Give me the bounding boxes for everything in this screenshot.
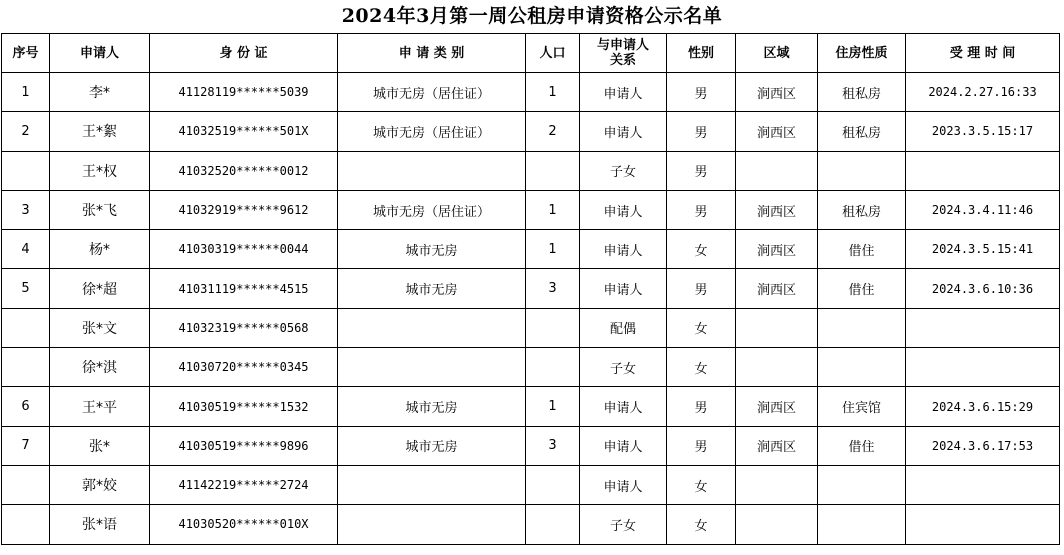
cell-accept-time: 2024.3.4.11:46 [906, 190, 1060, 229]
cell-housing: 租私房 [818, 73, 906, 112]
header-relation [580, 34, 667, 73]
table-row [2, 230, 1060, 269]
cell-index: 2 [2, 112, 50, 151]
cell-index: 5 [2, 269, 50, 308]
cell-accept-time: 2024.3.6.15:29 [906, 387, 1060, 426]
header-apply-type: 申 请 类 别 [338, 34, 526, 73]
cell-apply-type [338, 348, 526, 387]
cell-household [526, 465, 580, 504]
cell-id-number: 41030519******9896 [150, 426, 338, 465]
header-gender: 性别 [667, 34, 736, 73]
cell-household: 1 [526, 190, 580, 229]
cell-housing: 借住 [818, 269, 906, 308]
cell-gender: 女 [667, 308, 736, 347]
cell-district: 涧西区 [736, 387, 818, 426]
header-index: 序号 [2, 34, 50, 73]
cell-gender: 男 [667, 426, 736, 465]
cell-housing [818, 348, 906, 387]
cell-gender: 男 [667, 73, 736, 112]
cell-household: 1 [526, 73, 580, 112]
cell-index [2, 308, 50, 347]
cell-id-number: 41032919******9612 [150, 190, 338, 229]
cell-apply-type [338, 151, 526, 190]
cell-apply-type: 城市无房 [338, 387, 526, 426]
header-accept-time: 受 理 时 间 [906, 34, 1060, 73]
cell-apply-type: 城市无房 [338, 230, 526, 269]
header-household [526, 34, 580, 73]
applicant-table [1, 33, 1060, 545]
cell-gender: 女 [667, 505, 736, 544]
cell-accept-time [906, 308, 1060, 347]
cell-housing [818, 465, 906, 504]
cell-housing [818, 308, 906, 347]
cell-index: 3 [2, 190, 50, 229]
cell-relation: 子女 [580, 151, 667, 190]
cell-apply-type: 城市无房（居住证） [338, 73, 526, 112]
cell-district: 涧西区 [736, 269, 818, 308]
table-row [2, 348, 1060, 387]
cell-applicant: 徐*超 [50, 269, 150, 308]
page-title: 2024年3月第一周公租房申请资格公示名单 [341, 5, 723, 27]
table-row [2, 465, 1060, 504]
cell-applicant: 张* [50, 426, 150, 465]
cell-household: 3 [526, 426, 580, 465]
table-row [2, 190, 1060, 229]
cell-relation: 申请人 [580, 387, 667, 426]
cell-relation: 子女 [580, 505, 667, 544]
table-row [2, 269, 1060, 308]
cell-accept-time [906, 505, 1060, 544]
cell-apply-type: 城市无房 [338, 269, 526, 308]
cell-district: 涧西区 [736, 73, 818, 112]
cell-household [526, 505, 580, 544]
cell-index: 4 [2, 230, 50, 269]
cell-index: 6 [2, 387, 50, 426]
cell-accept-time: 2024.2.27.16:33 [906, 73, 1060, 112]
cell-id-number: 41128119******5039 [150, 73, 338, 112]
cell-applicant: 郭*姣 [50, 465, 150, 504]
cell-gender: 女 [667, 230, 736, 269]
cell-index [2, 465, 50, 504]
cell-accept-time [906, 465, 1060, 504]
cell-relation: 配偶 [580, 308, 667, 347]
table-row [2, 112, 1060, 151]
cell-id-number: 41032319******0568 [150, 308, 338, 347]
cell-applicant: 杨* [50, 230, 150, 269]
cell-id-number: 41032520******0012 [150, 151, 338, 190]
cell-applicant: 王*权 [50, 151, 150, 190]
cell-district [736, 308, 818, 347]
cell-housing: 租私房 [818, 190, 906, 229]
cell-housing: 租私房 [818, 112, 906, 151]
cell-housing: 借住 [818, 426, 906, 465]
cell-relation: 申请人 [580, 465, 667, 504]
header-id-number: 身 份 证 [150, 34, 338, 73]
cell-apply-type: 城市无房（居住证） [338, 112, 526, 151]
cell-accept-time: 2024.3.5.15:41 [906, 230, 1060, 269]
cell-housing [818, 505, 906, 544]
table-body [2, 73, 1060, 545]
cell-district [736, 465, 818, 504]
cell-district: 涧西区 [736, 112, 818, 151]
cell-index [2, 348, 50, 387]
header-row [2, 34, 1060, 73]
cell-relation: 申请人 [580, 73, 667, 112]
cell-relation: 申请人 [580, 426, 667, 465]
cell-relation: 子女 [580, 348, 667, 387]
cell-index [2, 505, 50, 544]
cell-applicant: 王*絮 [50, 112, 150, 151]
cell-gender: 男 [667, 387, 736, 426]
cell-gender: 男 [667, 151, 736, 190]
cell-applicant: 王*平 [50, 387, 150, 426]
cell-gender: 男 [667, 269, 736, 308]
cell-applicant: 徐*淇 [50, 348, 150, 387]
cell-household [526, 308, 580, 347]
cell-relation: 申请人 [580, 112, 667, 151]
cell-accept-time: 2024.3.6.17:53 [906, 426, 1060, 465]
cell-apply-type [338, 308, 526, 347]
table-row [2, 73, 1060, 112]
cell-applicant: 张*文 [50, 308, 150, 347]
cell-relation: 申请人 [580, 269, 667, 308]
cell-index: 1 [2, 73, 50, 112]
cell-id-number: 41030319******0044 [150, 230, 338, 269]
header-applicant: 申请人 [50, 34, 150, 73]
cell-household: 1 [526, 230, 580, 269]
cell-id-number: 41031119******4515 [150, 269, 338, 308]
cell-accept-time [906, 151, 1060, 190]
cell-district: 涧西区 [736, 426, 818, 465]
cell-housing: 住宾馆 [818, 387, 906, 426]
cell-accept-time [906, 348, 1060, 387]
cell-relation: 申请人 [580, 190, 667, 229]
cell-district: 涧西区 [736, 230, 818, 269]
cell-household [526, 151, 580, 190]
table-row [2, 151, 1060, 190]
header-relation-label: 与申请人关系 [596, 38, 649, 68]
cell-apply-type [338, 505, 526, 544]
cell-apply-type: 城市无房 [338, 426, 526, 465]
cell-apply-type [338, 465, 526, 504]
cell-housing: 借住 [818, 230, 906, 269]
cell-gender: 男 [667, 190, 736, 229]
cell-household: 3 [526, 269, 580, 308]
cell-gender: 男 [667, 112, 736, 151]
cell-applicant: 张*语 [50, 505, 150, 544]
header-household-label: 人口 [539, 45, 566, 61]
cell-id-number: 41032519******501X [150, 112, 338, 151]
cell-district [736, 151, 818, 190]
cell-household [526, 348, 580, 387]
cell-household: 1 [526, 387, 580, 426]
cell-id-number: 41030520******010X [150, 505, 338, 544]
cell-gender: 女 [667, 348, 736, 387]
cell-index [2, 151, 50, 190]
header-district: 区域 [736, 34, 818, 73]
table-row [2, 505, 1060, 544]
cell-applicant: 李* [50, 73, 150, 112]
table-row [2, 426, 1060, 465]
cell-district: 涧西区 [736, 190, 818, 229]
cell-housing [818, 151, 906, 190]
cell-district [736, 505, 818, 544]
cell-apply-type: 城市无房（居住证） [338, 190, 526, 229]
cell-relation: 申请人 [580, 230, 667, 269]
cell-household: 2 [526, 112, 580, 151]
cell-accept-time: 2023.3.5.15:17 [906, 112, 1060, 151]
cell-district [736, 348, 818, 387]
table-row [2, 387, 1060, 426]
cell-gender: 女 [667, 465, 736, 504]
cell-index: 7 [2, 426, 50, 465]
cell-id-number: 41030720******0345 [150, 348, 338, 387]
cell-accept-time: 2024.3.6.10:36 [906, 269, 1060, 308]
cell-id-number: 41030519******1532 [150, 387, 338, 426]
cell-applicant: 张*飞 [50, 190, 150, 229]
header-housing: 住房性质 [818, 34, 906, 73]
cell-id-number: 41142219******2724 [150, 465, 338, 504]
table-row [2, 308, 1060, 347]
